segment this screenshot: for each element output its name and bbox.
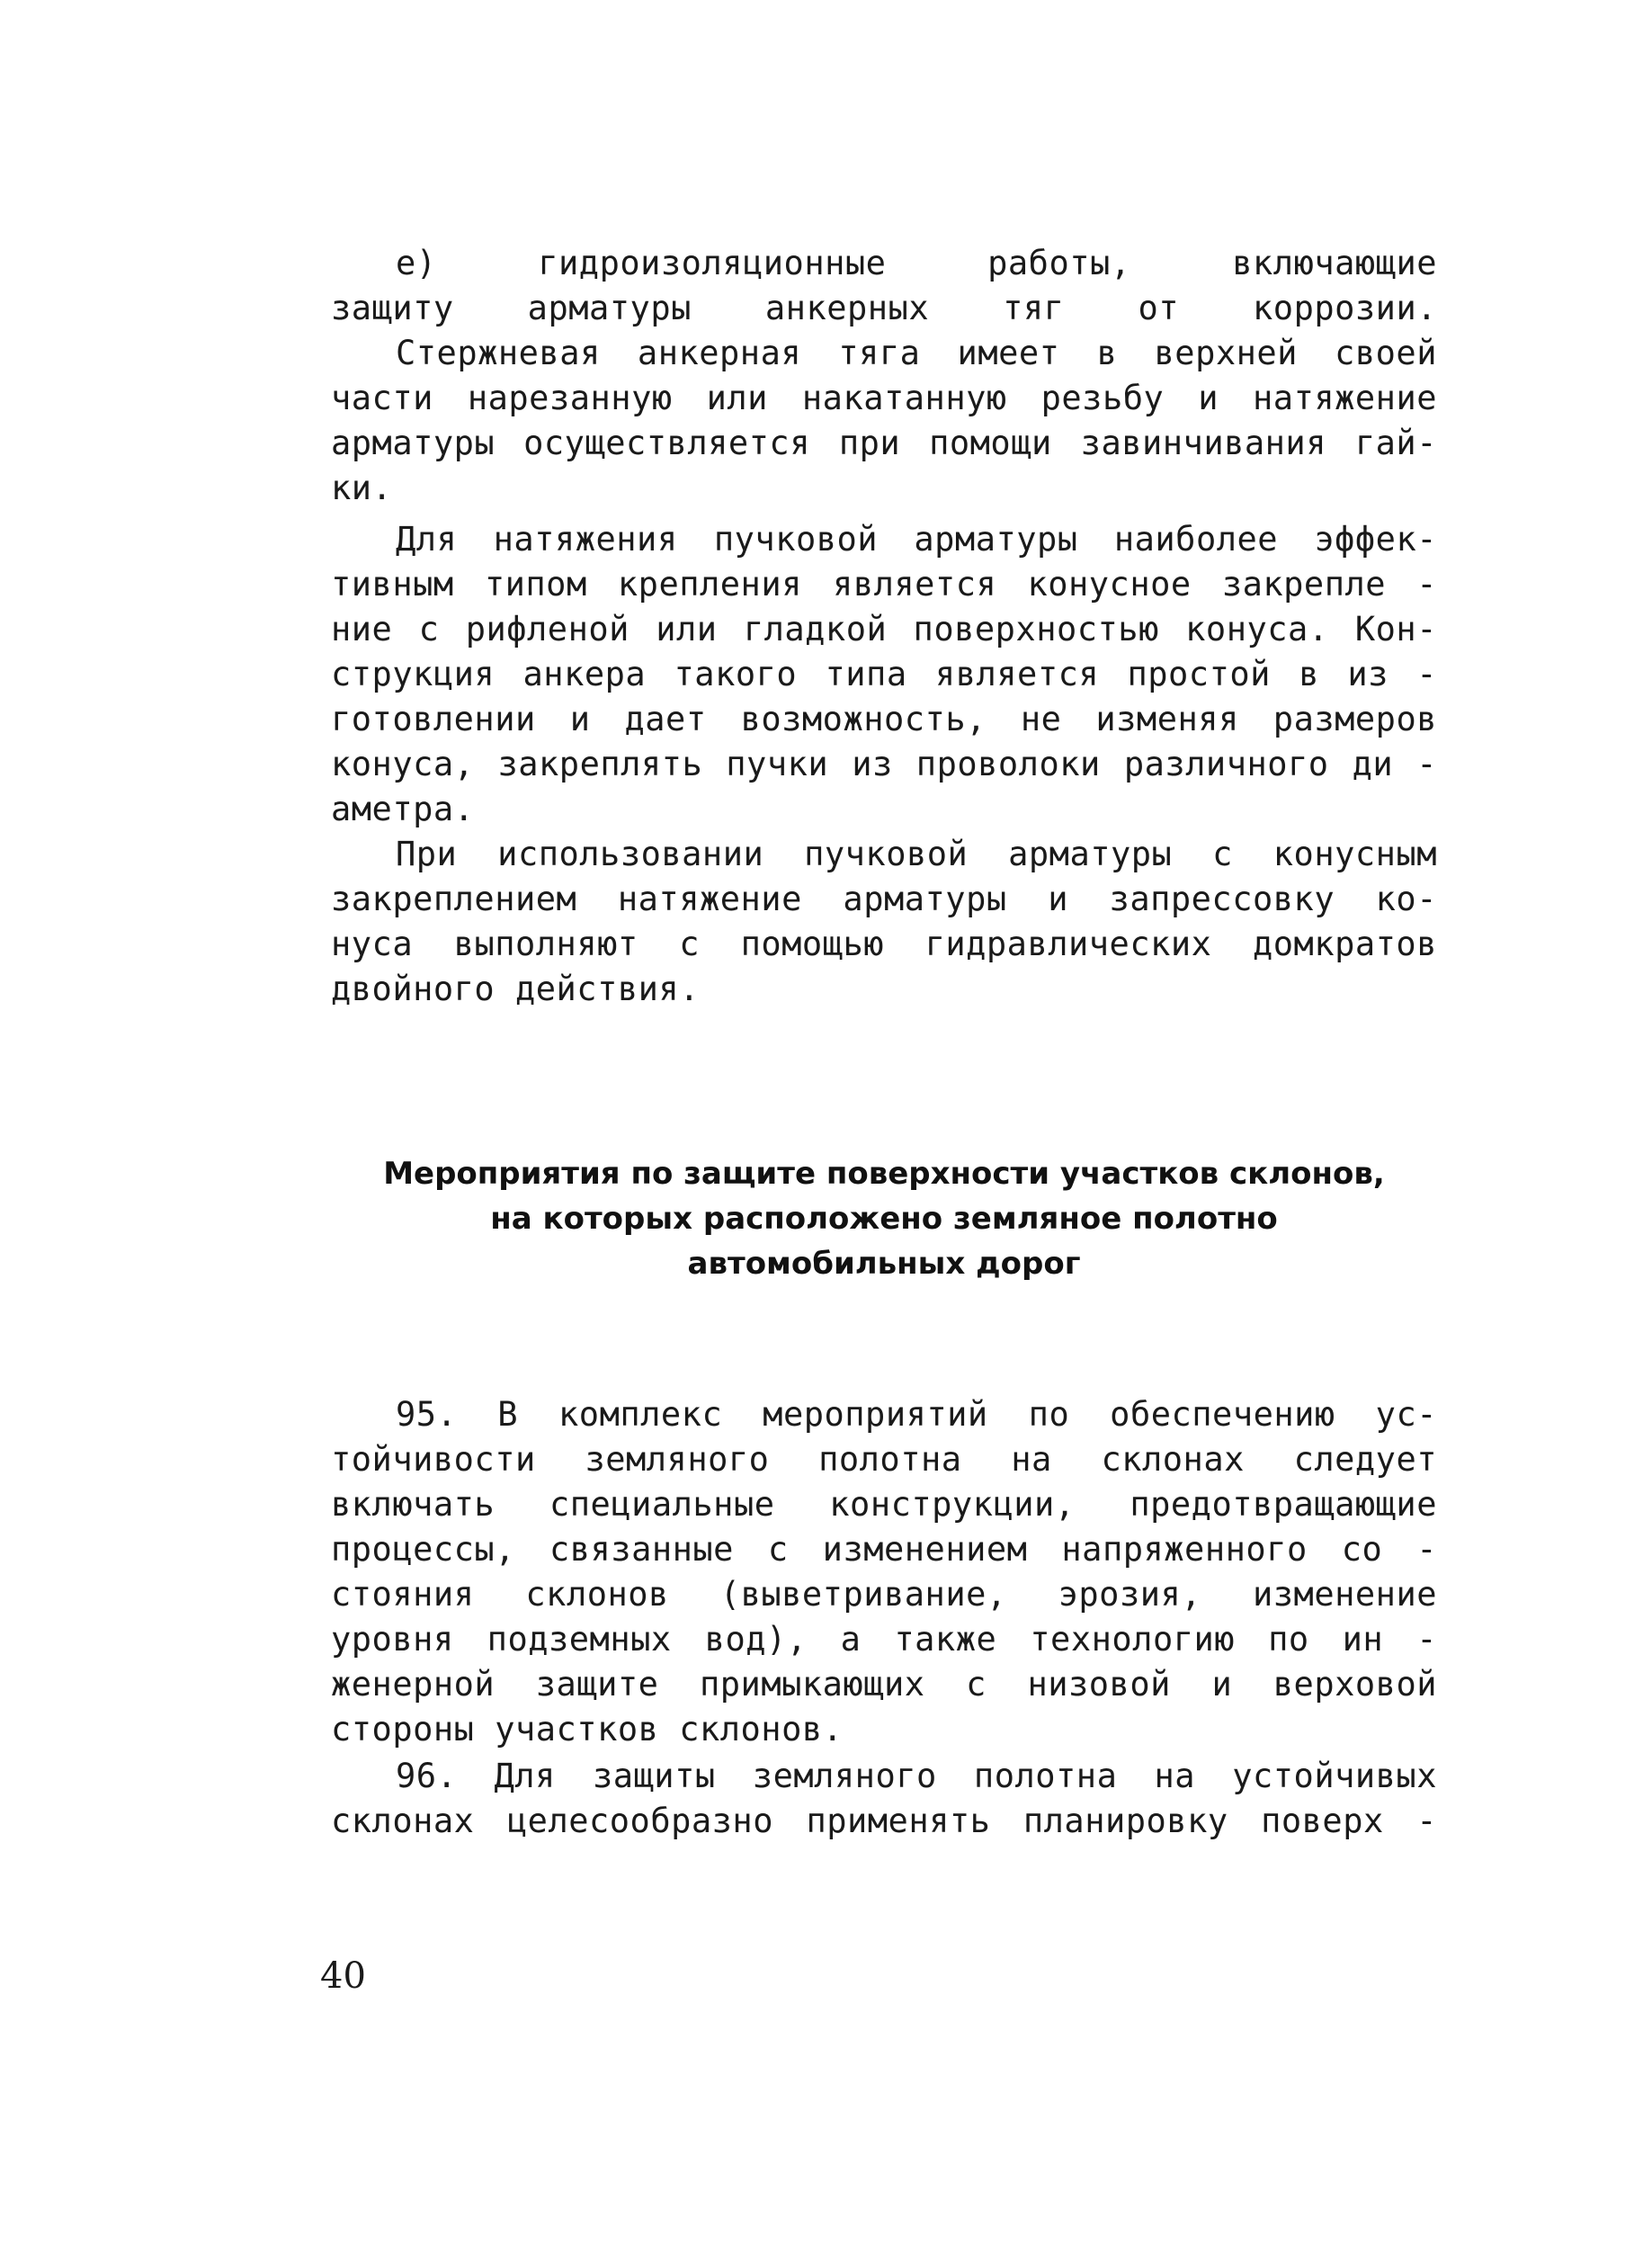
paragraph-1-line-1: е) гидроизоляционные работы, включающие [396,244,1437,282]
paragraph-3-line-3: ние с рифленой или гладкой поверхностью конуса. Кон- [331,610,1437,648]
paragraph-96-line-1: 96. Для защиты земляного полотна на устойчивых [396,1757,1437,1795]
paragraph-2-line-1: Стержневая анкерная тяга имеет в верхней своей [396,334,1437,372]
paragraph-3-line-4: струкция анкера такого типа является простой в из - [331,655,1437,693]
paragraph-4-line-1: При использовании пучковой арматуры с конусным [396,835,1437,873]
paragraph-3-line-2: тивным типом крепления является конусное закрепле - [331,565,1437,604]
paragraph-3-line-5: готовлении и дает возможность, не изменяя размеров [331,700,1437,738]
paragraph-1-line-2: защиту арматуры анкерных тяг от коррозии. [331,289,1437,327]
paragraph-4-line-4: двойного действия. [331,970,700,1008]
paragraph-95-line-3: включать специальные конструкции, предотвращающие [331,1485,1437,1524]
paragraph-3-line-1: Для натяжения пучковой арматуры наиболее эффек- [396,520,1437,559]
paragraph-4-line-2: закреплением натяжение арматуры и запрессовку ко- [331,880,1437,918]
paragraph-95-line-5: стояния склонов (выветривание, эрозия, изменение [331,1575,1437,1614]
paragraph-2-line-4: ки. [331,469,393,507]
paragraph-95-line-2: тойчивости земляного полотна на склонах следует [331,1440,1437,1479]
paragraph-95-line-6: уровня подземных вод), а также технологию по ин - [331,1620,1437,1659]
paragraph-2-line-3: арматуры осуществляется при помощи завинчивания гай- [331,424,1437,462]
paragraph-3-line-7: аметра. [331,790,475,828]
section-heading-line-3: автомобильных дорог [687,1246,1081,1282]
paragraph-95-line-4: процессы, связанные с изменением напряженного со - [331,1530,1437,1569]
page-number: 40 [320,1955,366,1997]
paragraph-2-line-2: части нарезанную или накатанную резьбу и натяжение [331,379,1437,417]
paragraph-95-line-7: женерной защите примыкающих с низовой и верховой [331,1665,1437,1704]
paragraph-95-line-1: 95. В комплекс мероприятий по обеспечению ус- [396,1395,1437,1434]
section-heading-line-2: на которых расположено земляное полотно [490,1201,1278,1237]
paragraph-95-line-8: стороны участков склонов. [331,1710,844,1749]
paragraph-4-line-3: нуса выполняют с помощью гидравлических домкратов [331,925,1437,963]
section-heading-line-1: Мероприятия по защите поверхности участков склонов, [383,1156,1385,1192]
paragraph-3-line-6: конуса, закреплять пучки из проволоки различного ди - [331,745,1437,783]
paragraph-96-line-2: склонах целесообразно применять планировку поверх - [331,1802,1437,1840]
